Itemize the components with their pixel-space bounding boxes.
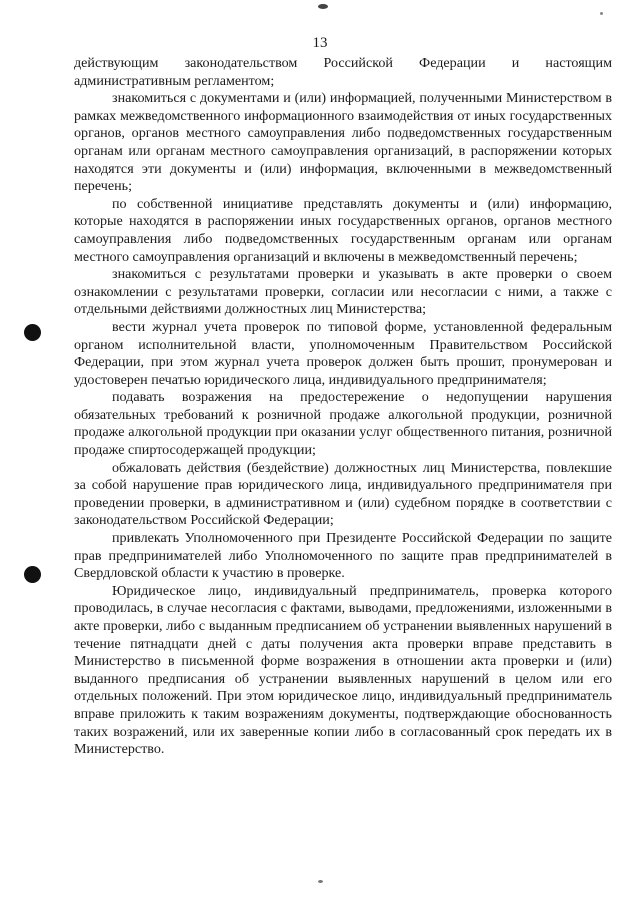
scan-speck-top [318, 4, 328, 9]
page-number: 13 [312, 35, 328, 51]
punch-hole-lower [24, 566, 41, 583]
paragraph-6: подавать возражения на предостережение о недопущении нарушения обязательных требований к розничной продаже алкогольной продукции, розничной продаже алкогольной продукции при оказании услуг общественного питания, розничной продаже спиртосодержащей продукции; [74, 389, 612, 459]
paragraph-1: действующим законодательством Российской Федерации и настоящим административным регламентом; [74, 55, 612, 89]
paragraph-8: привлекать Уполномоченного при Президенте Российской Федерации по защите прав предпринимателей либо Уполномоченного по защите прав предпринимателей в Свердловской области к участию в проверке. [74, 530, 612, 582]
scan-speck-top-right [600, 12, 603, 15]
scan-speck-bottom [318, 880, 323, 883]
paragraph-2: знакомиться с документами и (или) информацией, полученными Министерством в рамках межведомственного информационного взаимодействия от иных государственных органов, органов местного самоуправления либо подведомственных государственным органам или органам местного самоуправления организаций, в распоряжении которых находятся эти документы и (или) информация, включенными в межведомственный перечень; [74, 90, 612, 195]
paragraph-4: знакомиться с результатами проверки и указывать в акте проверки о своем ознакомлении с результатами проверки, согласии или несогласии с ними, а также с отдельными действиями должностных лиц Министерства; [74, 266, 612, 318]
paragraph-3: по собственной инициативе представлять документы и (или) информацию, которые находятся в распоряжении иных государственных органов, органов местного самоуправления либо подведомственных государственным органам или органам местного самоуправления организаций и включены в межведомственный перечень; [74, 195, 612, 265]
paragraph-5: вести журнал учета проверок по типовой форме, установленной федеральным органом исполнительной власти, уполномоченным Правительством Российской Федерации, при этом журнал учета проверок должен быть прошит, пронумерован и удостоверен печатью юридического лица, индивидуального предпринимателя; [74, 318, 612, 388]
punch-hole-upper [24, 324, 41, 341]
paragraph-7: обжаловать действия (бездействие) должностных лиц Министерства, повлекшие за собой нарушение прав юридического лица, индивидуального предпринимателя при проведении проверки, в административном и (или) судебном порядке в соответствии с законодательством Российской Федерации; [74, 459, 612, 529]
paragraph-9: Юридическое лицо, индивидуальный предприниматель, проверка которого проводилась, в случае несогласия с фактами, выводами, предложениями, изложенными в акте проверки, либо с выданным предписанием об устранении выявленных нарушений в течение пятнадцати дней с даты получения акта проверки вправе представить в Министерство в письменной форме возражения в отношении акта проверки и (или) выданного предписания об устранении выявленных нарушений в целом или его отдельных положений. При этом юридическое лицо, индивидуальный предприниматель вправе приложить к таким возражениям документы, подтверждающие обоснованность таких возражений, или их заверенные копии либо в согласованный срок передать их в Министерство. [74, 582, 612, 758]
document-body [74, 55, 612, 759]
